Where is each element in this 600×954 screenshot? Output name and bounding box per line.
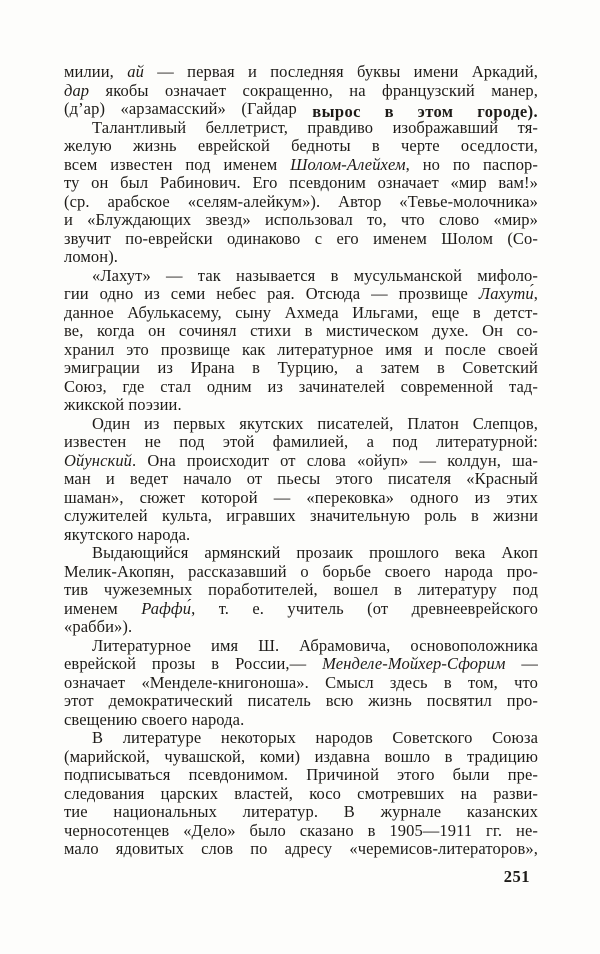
italic-term: Менделе-Мойхер-Сфорим xyxy=(322,654,506,673)
text-run: Выдающийся армянский прозаик прошлого века Акоп xyxy=(92,543,538,562)
text-run: , xyxy=(533,284,538,303)
text-run: и «Блуждающих звезд» использовал то, что слово «мир» xyxy=(64,210,538,229)
text-run: шаман», сюжет которой — «перековка» одного из этих xyxy=(64,487,538,507)
text-run: еврейской прозы в России,— xyxy=(64,654,323,673)
text-run: эмиграции из Ирана в Турцию, а затем в Советский xyxy=(64,358,538,377)
text-run: данное Абулькасему, сыну Ахмеда Ильгами, еще в детст- xyxy=(64,302,538,322)
text-line xyxy=(64,544,538,563)
text-run: Мелик-Акопян, рассказавший о борьбе своего народа про- xyxy=(64,561,538,581)
text-run: жикской поэзии. xyxy=(64,395,182,414)
text-run: подписываться псевдонимом. Причиной этого были пре- xyxy=(64,765,538,784)
text-line xyxy=(64,82,538,101)
text-run: «Лахут» — так называется в мусульманской мифоло- xyxy=(92,265,538,285)
text-run: «рабби»). xyxy=(64,617,133,636)
text-run: служителей культа, игравших значительную роль в жизни xyxy=(64,506,538,525)
text-run: Талантливый беллетрист, правдиво изображавший тя- xyxy=(92,117,538,137)
text-line xyxy=(64,618,538,637)
text-line xyxy=(64,785,538,804)
text-run: Литературное имя Ш. Абрамовича, основоположника xyxy=(92,635,538,655)
italic-term: Раффи́ xyxy=(141,598,192,618)
text-line xyxy=(64,100,538,119)
text-run: звучит по-еврейски одинаково с его именем Шолом (Со- xyxy=(64,228,538,248)
text-line xyxy=(64,119,538,138)
text-run: желую жизнь еврейской бедноты в черте оседлости, xyxy=(64,136,538,155)
text-run: тие национальных литератур. В журнале казанских xyxy=(64,802,538,821)
text-line xyxy=(64,507,538,526)
pasted-correction-text: вырос в этом городе). xyxy=(312,102,538,121)
text-run: ту он был Рабинович. Его псевдоним означает «мир вам!» xyxy=(64,173,538,192)
text-line xyxy=(64,378,538,397)
italic-term: Шолом-Алейхем xyxy=(290,154,406,174)
text-line xyxy=(64,211,538,230)
text-line xyxy=(64,581,538,600)
text-line xyxy=(64,193,538,212)
text-run: именем xyxy=(64,598,142,618)
text-line xyxy=(64,341,538,360)
text-line xyxy=(64,248,538,267)
text-line xyxy=(64,711,538,730)
text-run: (д’ар) «арзамасский» (Гайдар xyxy=(64,99,313,118)
italic-term: Лахути́ xyxy=(478,284,534,303)
text-run: свещению своего народа. xyxy=(64,709,245,729)
italic-term: Ойунский xyxy=(64,450,133,470)
text-line xyxy=(64,766,538,785)
text-run: якутского народа. xyxy=(64,524,191,544)
italic-term: дар xyxy=(64,80,90,100)
text-run: , т. е. учитель (от древнееврейского xyxy=(191,598,539,618)
text-run: — первая и последняя буквы имени Аркадий, xyxy=(143,62,538,81)
text-run: известен не под этой фамилией, а под литературной: xyxy=(64,432,538,451)
text-line xyxy=(64,63,538,82)
text-run: — xyxy=(505,654,539,673)
text-line xyxy=(64,137,538,156)
text-line xyxy=(64,637,538,656)
text-run: (ср. арабское «селям-алейкум»). Автор «Тевье-молочника» xyxy=(64,191,538,211)
text-run: Один из первых якутских писателей, Платон Слепцов, xyxy=(92,413,538,433)
text-line xyxy=(64,415,538,434)
text-line xyxy=(64,840,538,859)
text-line xyxy=(64,489,538,508)
text-line xyxy=(64,692,538,711)
text-run: ман и ведет начало от пьесы этого писателя «Красный xyxy=(64,469,538,488)
text-line xyxy=(64,359,538,378)
text-run: гии одно из семи небес рая. Отсюда — прозвище xyxy=(64,284,479,303)
text-run: всем известен под именем xyxy=(64,154,291,174)
text-line xyxy=(64,470,538,489)
text-line xyxy=(64,396,538,415)
text-line xyxy=(64,285,538,304)
text-run: мало ядовитых слов по адресу «черемисов-литераторов», xyxy=(64,839,538,858)
text-line xyxy=(64,230,538,249)
text-line xyxy=(64,674,538,693)
text-run: милии, xyxy=(64,62,128,81)
text-line xyxy=(64,322,538,341)
text-line xyxy=(64,803,538,822)
text-run: черносотенцев «Дело» было сказано в 1905—1911 гг. не- xyxy=(64,820,538,840)
text-line xyxy=(64,655,538,674)
text-run: тив чужеземных поработителей, вошел в литературу под xyxy=(64,580,538,599)
text-line xyxy=(64,267,538,286)
text-run: В литературе некоторых народов Советского Союза xyxy=(92,728,538,747)
text-run: якобы означает сокращенно, на французский манер, xyxy=(89,80,538,100)
text-line xyxy=(64,526,538,545)
text-run: хранил это прозвище как литературное имя и после своей xyxy=(64,339,538,359)
text-line xyxy=(64,174,538,193)
text-line xyxy=(64,156,538,175)
page-number: 251 xyxy=(503,867,530,886)
text-run: означает «Менделе-книгоноша». Смысл здесь в том, что xyxy=(64,672,538,692)
page-text-block xyxy=(64,63,538,859)
text-line xyxy=(64,563,538,582)
text-line xyxy=(64,304,538,323)
text-run: , но по паспор- xyxy=(405,154,539,174)
text-run: этот демократический писатель всю жизнь посвятил про- xyxy=(64,691,538,710)
text-run: ве, когда он сочинял стихи в мистическом духе. Он со- xyxy=(64,321,538,340)
text-run: . Она происходит от слова «ойуп» — колдун, ша- xyxy=(132,450,538,470)
text-line xyxy=(64,433,538,452)
text-line xyxy=(64,729,538,748)
text-run: следования царских властей, косо смотревших на разви- xyxy=(64,783,538,803)
text-run: Союз, где стал одним из зачинателей современной тад- xyxy=(64,376,538,396)
text-line xyxy=(64,748,538,767)
text-line xyxy=(64,600,538,619)
text-run: (марийской, чувашской, коми) издавна вошло в традицию xyxy=(64,746,538,766)
text-line xyxy=(64,822,538,841)
text-run: ломон). xyxy=(64,247,119,266)
text-line xyxy=(64,452,538,471)
italic-term: ай xyxy=(127,62,144,81)
